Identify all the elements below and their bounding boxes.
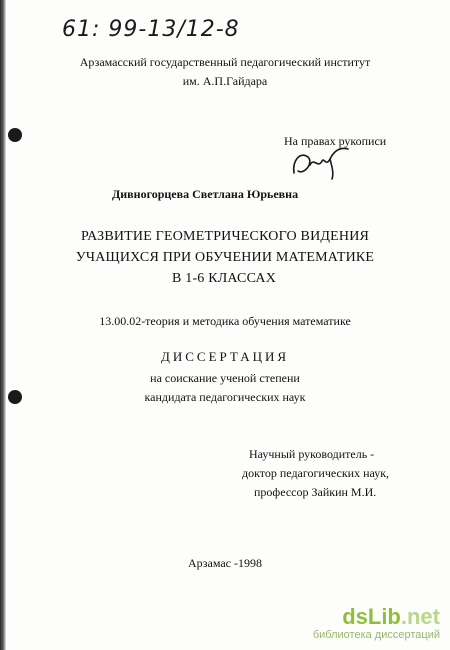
supervisor-line-1: Научный руководитель - [249,447,375,461]
svg-text:61: 99-13/12-8: 61: 99-13/12-8 [62,17,240,42]
punch-hole [8,128,22,142]
work-type-heading: ДИССЕРТАЦИЯ [160,349,290,364]
signature [286,143,356,183]
dissertation-title-line-1: РАЗВИТИЕ ГЕОМЕТРИЧЕСКОГО ВИДЕНИЯ [80,229,370,244]
dissertation-title-line-2: УЧАЩИХСЯ ПРИ ОБУЧЕНИИ МАТЕМАТИКЕ [75,250,375,265]
watermark-subtitle: библиотека диссертаций [312,629,440,641]
watermark [313,605,440,642]
place-year: Арзамас -1998 [187,556,263,570]
institute-named-after: им. А.П.Гайдара [182,74,268,88]
dissertation-title-line-3: В 1-6 КЛАССАХ [172,271,277,286]
specialty: 13.00.02-теория и методика обучения математике [99,314,351,328]
rights-notice: На правах рукописи [284,134,387,148]
supervisor-line-2: доктор педагогических наук, [242,466,390,480]
degree-line-1: на соискание ученой степени [150,371,300,385]
handwritten-code [60,6,310,46]
author-name: Дивногорцева Светлана Юрьевна [112,187,299,201]
degree-line-2: кандидата педагогических наук [144,390,306,404]
institute-name: Арзамасский государственный педагогический институт [79,55,371,69]
supervisor-line-3: профессор Зайкин М.И. [254,485,377,499]
watermark-logo: dsLib.net [342,604,440,629]
